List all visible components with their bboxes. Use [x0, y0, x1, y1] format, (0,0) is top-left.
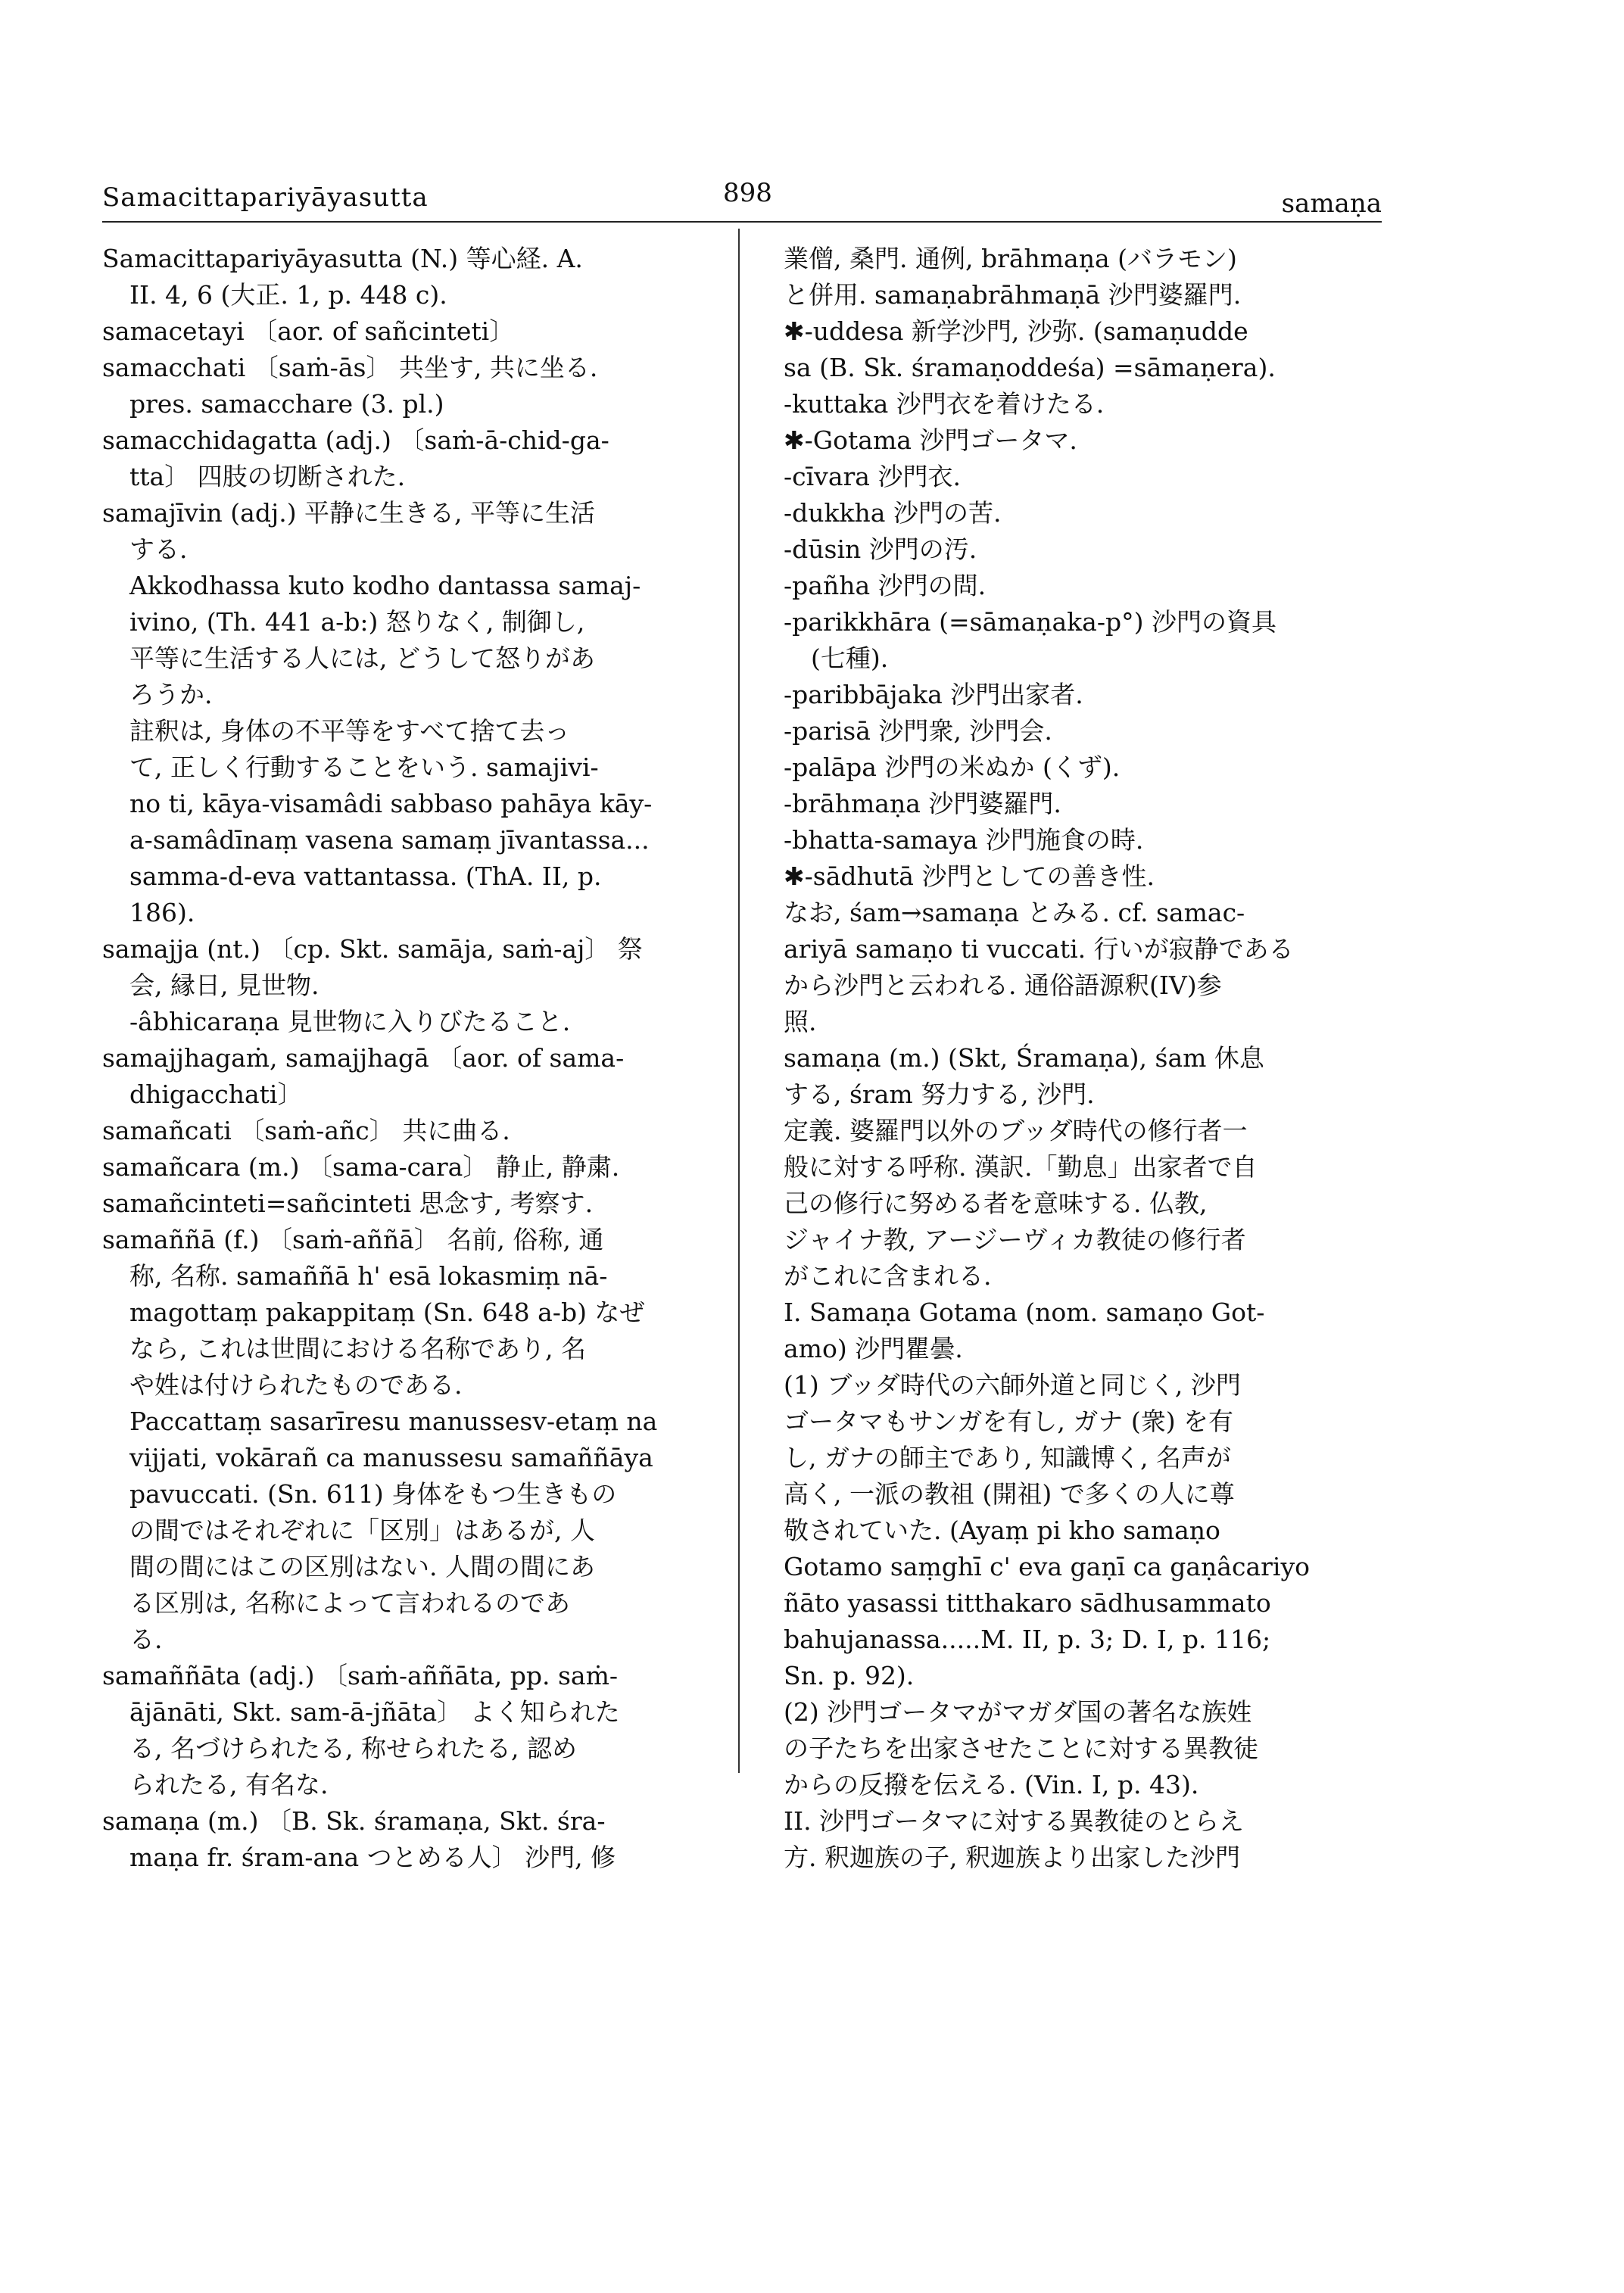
- text-line: 照.: [784, 1007, 817, 1036]
- header-rule: [102, 221, 1382, 223]
- text-line: ivino, (Th. 441 a-b:) 怒りなく, 制御し,: [129, 607, 585, 637]
- text-line: の間ではそれぞれに「区別」はあるが, 人: [129, 1516, 595, 1545]
- text-line: samajīvin (adj.) 平静に生きる, 平等に生活: [102, 498, 596, 528]
- text-line: ājānāti, Skt. sam-ā-jñāta〕 よく知られた: [129, 1697, 620, 1727]
- text-line: -parisā 沙門衆, 沙門会.: [784, 716, 1052, 746]
- text-line: samañcinteti=sañcinteti 思念す, 考察す.: [102, 1189, 594, 1218]
- text-line: ariyā samaṇo ti vuccati. 行いが寂静である: [784, 934, 1294, 964]
- text-line: ゴータマもサンガを有し, ガナ (衆) を有: [784, 1407, 1234, 1436]
- text-line: samajjhagaṁ, samajjhagā 〔aor. of sama-: [102, 1043, 625, 1073]
- right-column: [784, 241, 1382, 1876]
- text-line: 高く, 一派の教祖 (開祖) で多くの人に尊: [784, 1479, 1235, 1509]
- text-line: 己の修行に努める者を意味する. 仏教,: [784, 1189, 1208, 1218]
- text-line: -brāhmaṇa 沙門婆羅門.: [784, 789, 1061, 818]
- text-line: Samacittapariyāyasutta (N.) 等心経. A.: [102, 244, 583, 273]
- text-line: ñāto yasassi titthakaro sādhusammato: [784, 1588, 1271, 1618]
- text-line: -dūsin 沙門の汚.: [784, 534, 977, 564]
- text-line: 敬されていた. (Ayaṃ pi kho samaṇo: [784, 1516, 1220, 1545]
- text-line: 業僧, 桑門. 通例, brāhmaṇa (バラモン): [784, 244, 1237, 273]
- text-line: samacchidagatta (adj.) 〔saṁ-ā-chid-ga-: [102, 425, 609, 455]
- text-line: 会, 縁日, 見世物.: [129, 970, 320, 1000]
- text-line: 註釈は, 身体の不平等をすべて捨て去っ: [129, 716, 570, 746]
- text-line: amo) 沙門瞿曇.: [784, 1334, 963, 1363]
- text-line: Sn. p. 92).: [784, 1661, 915, 1690]
- text-line: -kuttaka 沙門衣を着けたる.: [784, 389, 1105, 419]
- text-line: 間の間にはこの区別はない. 人間の間にあ: [129, 1552, 595, 1581]
- page-number: 898: [723, 178, 772, 208]
- text-line: し, ガナの師主であり, 知識博く, 名声が: [784, 1443, 1231, 1472]
- text-line: て, 正しく行動することをいう. samajivi-: [129, 752, 599, 782]
- text-line: がこれに含まれる.: [784, 1261, 992, 1291]
- text-line: 186).: [129, 898, 195, 927]
- text-line: (七種).: [811, 643, 889, 673]
- text-line: a-samâdīnaṃ vasena samaṃ jīvantassa...: [129, 825, 650, 855]
- text-line: ろうか.: [129, 680, 213, 709]
- text-line: -palāpa 沙門の米ぬか (くず).: [784, 752, 1121, 782]
- text-line: samacetayi 〔aor. of sañcinteti〕: [102, 316, 515, 346]
- text-line: から沙門と云われる. 通俗語源釈(IV)参: [784, 970, 1222, 1000]
- text-line: vijjati, vokārañ ca manussesu samaññāya: [129, 1443, 653, 1472]
- text-line: Paccattaṃ sasarīresu manussesv-etaṃ na: [129, 1407, 658, 1436]
- text-line: 称, 名称. samaññā h' esā lokasmiṃ nā-: [129, 1261, 608, 1291]
- text-line: る区別は, 名称によって言われるのであ: [129, 1588, 570, 1618]
- text-line: samaññāta (adj.) 〔saṁ-aññāta, pp. saṁ-: [102, 1661, 619, 1690]
- text-line: magottaṃ pakappitaṃ (Sn. 648 a-b) なぜ: [129, 1298, 645, 1327]
- text-line: (2) 沙門ゴータマがマガダ国の著名な族姓: [784, 1697, 1252, 1727]
- text-line: ✱-Gotama 沙門ゴータマ.: [784, 425, 1077, 455]
- text-line: る, 名づけられたる, 称せられたる, 認め: [129, 1734, 577, 1763]
- text-line: samañcati 〔saṁ-añc〕 共に曲る.: [102, 1116, 510, 1145]
- text-line: samaṇa (m.) 〔B. Sk. śramaṇa, Skt. śra-: [102, 1806, 606, 1836]
- text-line: の子たちを出家させたことに対する異教徒: [784, 1734, 1258, 1763]
- text-line: る.: [129, 1625, 163, 1654]
- text-line: からの反撥を伝える. (Vin. I, p. 43).: [784, 1770, 1199, 1799]
- text-line: -bhatta-samaya 沙門施食の時.: [784, 825, 1144, 855]
- text-line: する.: [129, 534, 188, 564]
- text-line: Gotamo saṃghī c' eva gaṇī ca gaṇâcariyo: [784, 1552, 1310, 1581]
- text-line: Akkodhassa kuto kodho dantassa samaj-: [129, 571, 641, 600]
- text-line: tta〕 四肢の切断された.: [129, 462, 406, 491]
- text-line: なら, これは世間における名称であり, 名: [129, 1334, 586, 1363]
- text-line: ✱-uddesa 新学沙門, 沙弥. (samaṇudde: [784, 316, 1248, 346]
- text-line: なお, śam→samaṇa とみる. cf. samac-: [784, 898, 1245, 927]
- text-line: -pañha 沙門の問.: [784, 571, 987, 600]
- text-line: や姓は付けられたものである.: [129, 1370, 463, 1400]
- text-line: maṇa fr. śram-ana つとめる人〕 沙門, 修: [129, 1843, 616, 1872]
- text-line: -parikkhāra (=sāmaṇaka-p°) 沙門の資具: [784, 607, 1276, 637]
- text-line: pavuccati. (Sn. 611) 身体をもつ生きもの: [129, 1479, 617, 1509]
- text-line: られたる, 有名な.: [129, 1770, 329, 1799]
- text-line: 方. 釈迦族の子, 釈迦族より出家した沙門: [784, 1843, 1240, 1872]
- left-column: [102, 241, 704, 1876]
- text-line: bahujanassa.....M. II, p. 3; D. I, p. 116;: [784, 1625, 1271, 1654]
- text-line: samañcara (m.) 〔sama-cara〕 静止, 静粛.: [102, 1152, 620, 1182]
- text-line: no ti, kāya-visamâdi sabbaso pahāya kāy-: [129, 789, 653, 818]
- running-header: [102, 178, 1382, 223]
- text-line: -cīvara 沙門衣.: [784, 462, 961, 491]
- text-line: 般に対する呼称. 漢訳.「勤息」出家者で自: [784, 1152, 1258, 1182]
- text-line: dhigacchati〕: [129, 1080, 303, 1109]
- text-line: samacchati 〔saṁ-ās〕 共坐す, 共に坐る.: [102, 353, 598, 382]
- text-line: II. 沙門ゴータマに対する異教徒のとらえ: [784, 1806, 1245, 1836]
- header-left-guide-word: Samacittapariyāyasutta: [102, 182, 429, 213]
- text-line: と併用. samaṇabrāhmaṇā 沙門婆羅門.: [784, 280, 1242, 310]
- text-line: samma-d-eva vattantassa. (ThA. II, p.: [129, 861, 602, 891]
- text-line: する, śram 努力する, 沙門.: [784, 1080, 1095, 1109]
- text-line: I. Samaṇa Gotama (nom. samaṇo Got-: [784, 1298, 1265, 1327]
- text-line: samaññā (f.) 〔saṁ-aññā〕 名前, 俗称, 通: [102, 1225, 604, 1254]
- text-line: (1) ブッダ時代の六師外道と同じく, 沙門: [784, 1370, 1241, 1400]
- text-line: samajja (nt.) 〔cp. Skt. samāja, saṁ-aj〕 祭: [102, 934, 643, 964]
- text-line: II. 4, 6 (大正. 1, p. 448 c).: [129, 280, 447, 310]
- column-divider: [738, 229, 740, 1773]
- text-line: 平等に生活する人には, どうして怒りがあ: [129, 643, 595, 673]
- text-line: pres. samacchare (3. pl.): [129, 389, 444, 419]
- text-line: ✱-sādhutā 沙門としての善き性.: [784, 861, 1155, 891]
- text-line: 定義. 婆羅門以外のブッダ時代の修行者一: [784, 1116, 1248, 1145]
- text-line: -paribbājaka 沙門出家者.: [784, 680, 1083, 709]
- text-line: samaṇa (m.) (Skt, Śramaṇa), śam 休息: [784, 1043, 1264, 1073]
- text-line: sa (B. Sk. śramaṇoddeśa) =sāmaṇera).: [784, 353, 1276, 382]
- text-line: -dukkha 沙門の苦.: [784, 498, 1002, 528]
- text-line: ジャイナ教, アージーヴィカ教徒の修行者: [784, 1225, 1246, 1254]
- text-line: -âbhicaraṇa 見世物に入りびたること.: [129, 1007, 571, 1036]
- header-right-guide-word: samaṇa: [1281, 188, 1382, 219]
